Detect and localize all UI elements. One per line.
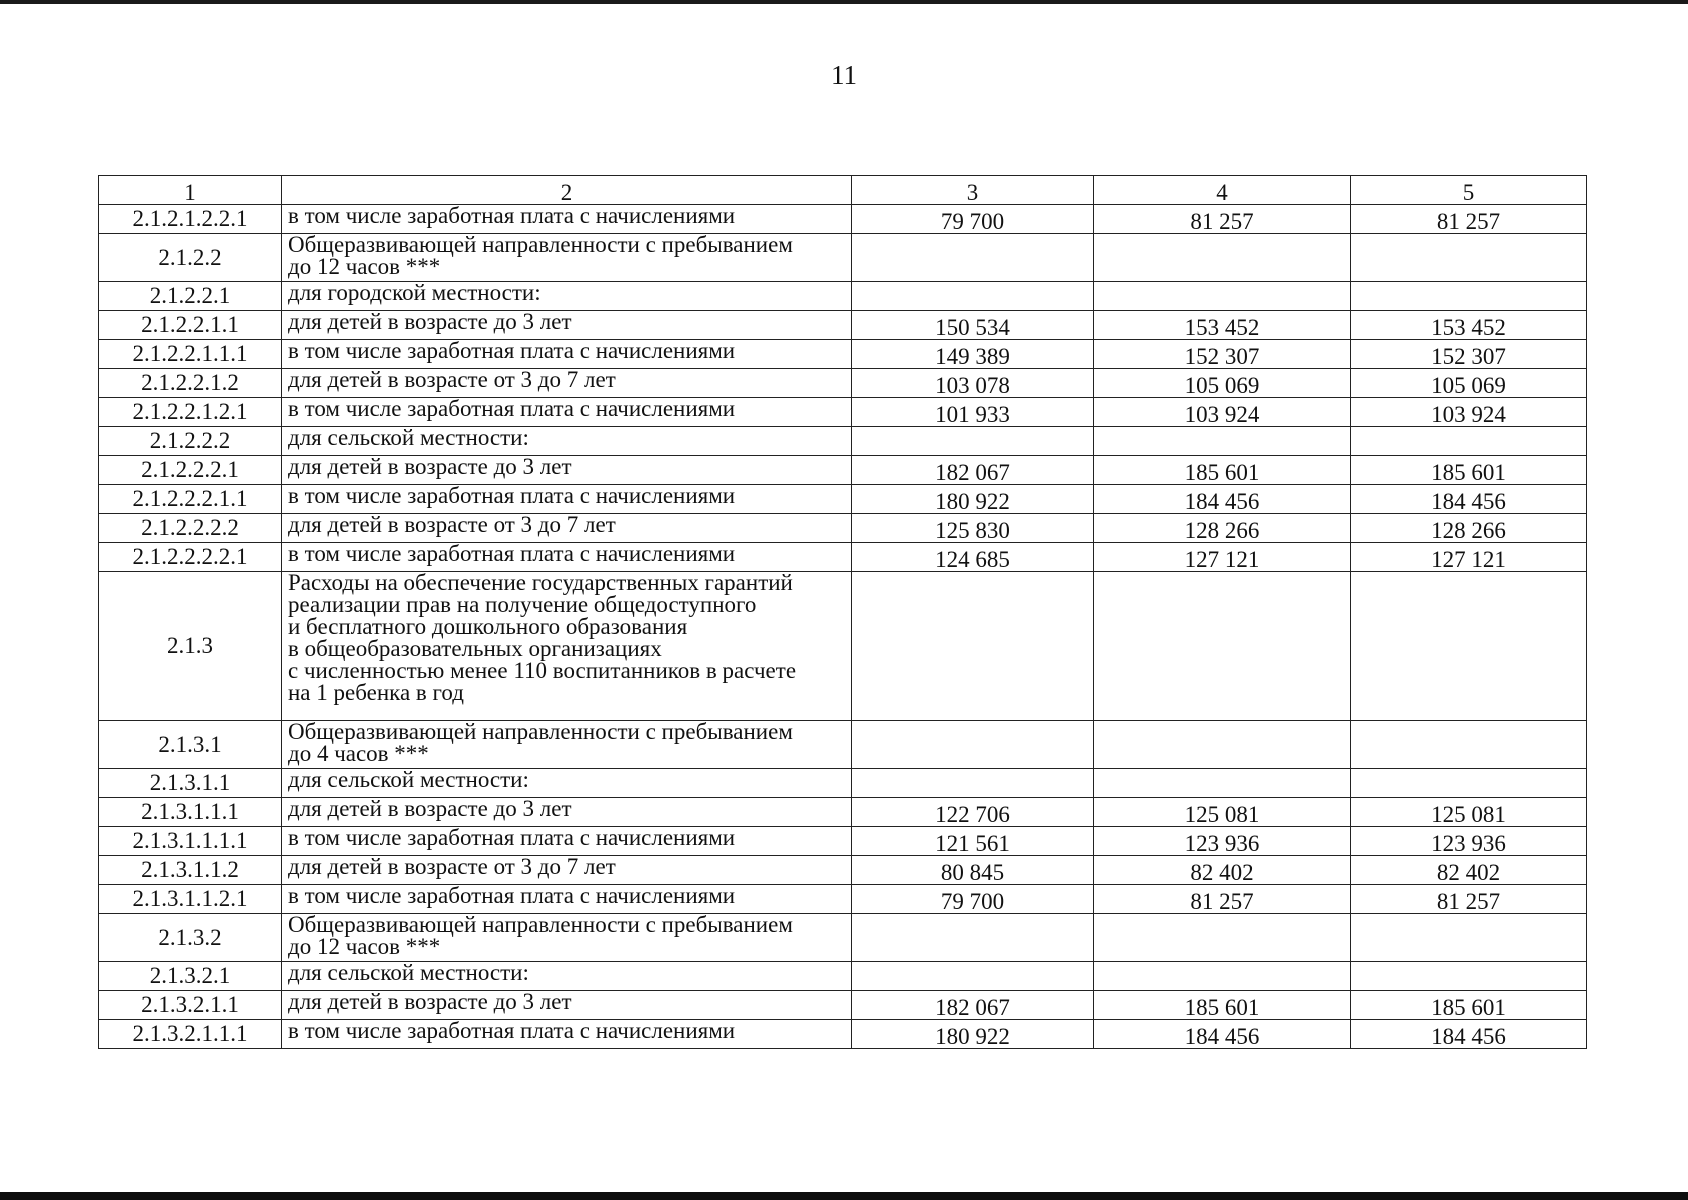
row-value-col-5: 125 081 bbox=[1351, 798, 1587, 827]
row-description bbox=[282, 282, 852, 311]
row-value-col-5: 185 601 bbox=[1351, 456, 1587, 485]
row-description bbox=[282, 1020, 852, 1049]
row-value-col-3 bbox=[852, 282, 1094, 311]
row-value-col-4: 128 266 bbox=[1094, 514, 1351, 543]
row-code: 2.1.2.2.1.2 bbox=[99, 369, 282, 398]
row-value-col-3: 125 830 bbox=[852, 514, 1094, 543]
row-code: 2.1.3.1.1.2.1 bbox=[99, 885, 282, 914]
description-line: для городской местности: bbox=[288, 281, 541, 305]
row-code: 2.1.3.1 bbox=[99, 721, 282, 769]
row-value-col-4 bbox=[1094, 914, 1351, 962]
table-row bbox=[99, 369, 1587, 398]
row-value-col-4: 152 307 bbox=[1094, 340, 1351, 369]
table-row bbox=[99, 572, 1587, 721]
row-value-col-3: 122 706 bbox=[852, 798, 1094, 827]
description-line: Общеразвивающей направленности с пребыванием bbox=[288, 720, 793, 744]
table-row bbox=[99, 827, 1587, 856]
row-value-col-4: 125 081 bbox=[1094, 798, 1351, 827]
table-header-row bbox=[99, 176, 1587, 205]
row-value-col-4: 82 402 bbox=[1094, 856, 1351, 885]
row-value-col-4: 103 924 bbox=[1094, 398, 1351, 427]
row-description bbox=[282, 456, 852, 485]
row-value-col-4 bbox=[1094, 962, 1351, 991]
row-code: 2.1.3.2.1.1.1 bbox=[99, 1020, 282, 1049]
description-line: в том числе заработная плата с начислениями bbox=[288, 542, 736, 566]
row-value-col-4: 184 456 bbox=[1094, 1020, 1351, 1049]
row-value-col-4: 123 936 bbox=[1094, 827, 1351, 856]
row-value-col-3: 180 922 bbox=[852, 485, 1094, 514]
row-description bbox=[282, 827, 852, 856]
row-code: 2.1.3.1.1.2 bbox=[99, 856, 282, 885]
row-value-col-4 bbox=[1094, 234, 1351, 282]
table-row bbox=[99, 485, 1587, 514]
row-code: 2.1.2.2.1 bbox=[99, 282, 282, 311]
row-value-col-3: 80 845 bbox=[852, 856, 1094, 885]
table-row bbox=[99, 311, 1587, 340]
table-row bbox=[99, 543, 1587, 572]
row-value-col-4: 105 069 bbox=[1094, 369, 1351, 398]
description-line: для детей в возрасте до 3 лет bbox=[288, 310, 572, 334]
table-body bbox=[99, 176, 1587, 1049]
table-row bbox=[99, 282, 1587, 311]
description-line: в том числе заработная плата с начислениями bbox=[288, 884, 736, 908]
description-line: реализации прав на получение общедоступного bbox=[288, 592, 757, 617]
description-line: для детей в возрасте до 3 лет bbox=[288, 797, 572, 821]
row-value-col-5 bbox=[1351, 962, 1587, 991]
row-description bbox=[282, 856, 852, 885]
description-line: Общеразвивающей направленности с пребыванием bbox=[288, 233, 793, 257]
row-value-col-5 bbox=[1351, 234, 1587, 282]
table-row bbox=[99, 769, 1587, 798]
description-line: до 12 часов *** bbox=[288, 934, 441, 959]
description-line: в общеобразовательных организациях bbox=[288, 636, 662, 661]
description-line: в том числе заработная плата с начислениями bbox=[288, 1019, 736, 1043]
row-value-col-5: 105 069 bbox=[1351, 369, 1587, 398]
row-value-col-5 bbox=[1351, 572, 1587, 721]
row-value-col-4: 81 257 bbox=[1094, 205, 1351, 234]
description-line: для детей в возрасте от 3 до 7 лет bbox=[288, 513, 616, 537]
row-code: 2.1.2.2.2.1 bbox=[99, 456, 282, 485]
row-description bbox=[282, 340, 852, 369]
description-line: для детей в возрасте до 3 лет bbox=[288, 990, 572, 1014]
row-value-col-4: 153 452 bbox=[1094, 311, 1351, 340]
description-line: до 12 часов *** bbox=[288, 254, 441, 279]
row-value-col-5: 128 266 bbox=[1351, 514, 1587, 543]
row-value-col-4: 185 601 bbox=[1094, 456, 1351, 485]
row-value-col-5: 185 601 bbox=[1351, 991, 1587, 1020]
description-line: на 1 ребенка в год bbox=[288, 680, 464, 705]
row-value-col-3: 79 700 bbox=[852, 205, 1094, 234]
row-description bbox=[282, 234, 852, 282]
table-row bbox=[99, 1020, 1587, 1049]
row-description bbox=[282, 914, 852, 962]
row-value-col-5 bbox=[1351, 914, 1587, 962]
row-description bbox=[282, 427, 852, 456]
row-value-col-4 bbox=[1094, 572, 1351, 721]
row-description bbox=[282, 205, 852, 234]
column-header-4: 4 bbox=[1094, 176, 1351, 205]
row-description bbox=[282, 485, 852, 514]
row-description bbox=[282, 885, 852, 914]
table-row bbox=[99, 721, 1587, 769]
row-value-col-5: 184 456 bbox=[1351, 1020, 1587, 1049]
row-value-col-3: 124 685 bbox=[852, 543, 1094, 572]
row-value-col-4: 81 257 bbox=[1094, 885, 1351, 914]
row-value-col-3 bbox=[852, 914, 1094, 962]
row-value-col-3 bbox=[852, 572, 1094, 721]
row-value-col-4: 185 601 bbox=[1094, 991, 1351, 1020]
row-value-col-3: 79 700 bbox=[852, 885, 1094, 914]
description-line: и бесплатного дошкольного образования bbox=[288, 614, 688, 639]
row-value-col-3: 180 922 bbox=[852, 1020, 1094, 1049]
row-value-col-5: 82 402 bbox=[1351, 856, 1587, 885]
column-header-1: 1 bbox=[99, 176, 282, 205]
table-row bbox=[99, 514, 1587, 543]
column-header-3: 3 bbox=[852, 176, 1094, 205]
row-code: 2.1.3.1.1.1.1 bbox=[99, 827, 282, 856]
description-line: в том числе заработная плата с начислениями bbox=[288, 484, 736, 508]
row-description bbox=[282, 369, 852, 398]
column-header-5: 5 bbox=[1351, 176, 1587, 205]
row-description bbox=[282, 398, 852, 427]
row-value-col-5: 153 452 bbox=[1351, 311, 1587, 340]
table-row bbox=[99, 885, 1587, 914]
row-value-col-3: 150 534 bbox=[852, 311, 1094, 340]
row-value-col-5: 184 456 bbox=[1351, 485, 1587, 514]
row-value-col-3 bbox=[852, 427, 1094, 456]
scan-top-edge bbox=[0, 0, 1688, 4]
row-value-col-3: 121 561 bbox=[852, 827, 1094, 856]
row-description bbox=[282, 721, 852, 769]
row-value-col-3: 182 067 bbox=[852, 991, 1094, 1020]
row-code: 2.1.2.1.2.2.1 bbox=[99, 205, 282, 234]
description-line: Общеразвивающей направленности с пребыванием bbox=[288, 913, 793, 937]
row-value-col-3 bbox=[852, 234, 1094, 282]
row-code: 2.1.2.2.2.2.1 bbox=[99, 543, 282, 572]
row-value-col-3: 101 933 bbox=[852, 398, 1094, 427]
row-code: 2.1.2.2.2.1.1 bbox=[99, 485, 282, 514]
row-value-col-5 bbox=[1351, 282, 1587, 311]
row-value-col-4 bbox=[1094, 282, 1351, 311]
row-value-col-5: 127 121 bbox=[1351, 543, 1587, 572]
row-value-col-5: 81 257 bbox=[1351, 885, 1587, 914]
row-value-col-4 bbox=[1094, 769, 1351, 798]
row-value-col-3 bbox=[852, 721, 1094, 769]
row-value-col-5 bbox=[1351, 721, 1587, 769]
row-description bbox=[282, 572, 852, 721]
row-value-col-4: 127 121 bbox=[1094, 543, 1351, 572]
row-code: 2.1.3.2.1.1 bbox=[99, 991, 282, 1020]
description-line: для детей в возрасте от 3 до 7 лет bbox=[288, 368, 616, 392]
row-description bbox=[282, 769, 852, 798]
row-value-col-5 bbox=[1351, 769, 1587, 798]
description-line: в том числе заработная плата с начислениями bbox=[288, 339, 736, 363]
table-row bbox=[99, 856, 1587, 885]
description-line: для детей в возрасте от 3 до 7 лет bbox=[288, 855, 616, 879]
table-row bbox=[99, 914, 1587, 962]
column-header-2: 2 bbox=[282, 176, 852, 205]
row-description bbox=[282, 311, 852, 340]
row-value-col-4 bbox=[1094, 427, 1351, 456]
row-code: 2.1.2.2.2 bbox=[99, 427, 282, 456]
description-line: с численностью менее 110 воспитанников в расчете bbox=[288, 658, 797, 683]
table-row bbox=[99, 340, 1587, 369]
row-code: 2.1.2.2.1.1.1 bbox=[99, 340, 282, 369]
table-row bbox=[99, 962, 1587, 991]
description-line: в том числе заработная плата с начислениями bbox=[288, 826, 736, 850]
row-description bbox=[282, 514, 852, 543]
table-row bbox=[99, 991, 1587, 1020]
row-description bbox=[282, 962, 852, 991]
row-code: 2.1.3 bbox=[99, 572, 282, 721]
row-value-col-5: 81 257 bbox=[1351, 205, 1587, 234]
row-value-col-5: 152 307 bbox=[1351, 340, 1587, 369]
description-line: в том числе заработная плата с начислениями bbox=[288, 204, 736, 228]
row-value-col-5: 103 924 bbox=[1351, 398, 1587, 427]
row-code: 2.1.2.2.2.2 bbox=[99, 514, 282, 543]
row-description bbox=[282, 798, 852, 827]
row-description bbox=[282, 991, 852, 1020]
row-code: 2.1.2.2 bbox=[99, 234, 282, 282]
row-value-col-3: 103 078 bbox=[852, 369, 1094, 398]
data-table bbox=[98, 175, 1587, 1049]
row-value-col-5 bbox=[1351, 427, 1587, 456]
table-row bbox=[99, 456, 1587, 485]
row-value-col-3 bbox=[852, 769, 1094, 798]
row-value-col-4 bbox=[1094, 721, 1351, 769]
row-value-col-3: 149 389 bbox=[852, 340, 1094, 369]
table-row bbox=[99, 398, 1587, 427]
description-line: для сельской местности: bbox=[288, 961, 529, 985]
description-line: в том числе заработная плата с начислениями bbox=[288, 397, 736, 421]
table-row bbox=[99, 234, 1587, 282]
row-code: 2.1.3.1.1.1 bbox=[99, 798, 282, 827]
description-line: для детей в возрасте до 3 лет bbox=[288, 455, 572, 479]
row-value-col-4: 184 456 bbox=[1094, 485, 1351, 514]
description-line: для сельской местности: bbox=[288, 768, 529, 792]
row-code: 2.1.2.2.1.1 bbox=[99, 311, 282, 340]
row-code: 2.1.3.2 bbox=[99, 914, 282, 962]
row-description bbox=[282, 543, 852, 572]
scan-bottom-edge bbox=[0, 1192, 1688, 1200]
table-row bbox=[99, 205, 1587, 234]
row-value-col-3 bbox=[852, 962, 1094, 991]
row-value-col-5: 123 936 bbox=[1351, 827, 1587, 856]
row-value-col-3: 182 067 bbox=[852, 456, 1094, 485]
row-code: 2.1.2.2.1.2.1 bbox=[99, 398, 282, 427]
description-line: Расходы на обеспечение государственных гарантий bbox=[288, 571, 793, 595]
table-row bbox=[99, 798, 1587, 827]
table-row bbox=[99, 427, 1587, 456]
row-code: 2.1.3.1.1 bbox=[99, 769, 282, 798]
row-code: 2.1.3.2.1 bbox=[99, 962, 282, 991]
description-line: до 4 часов *** bbox=[288, 741, 429, 766]
description-line: для сельской местности: bbox=[288, 426, 529, 450]
page-number: 11 bbox=[831, 60, 857, 90]
